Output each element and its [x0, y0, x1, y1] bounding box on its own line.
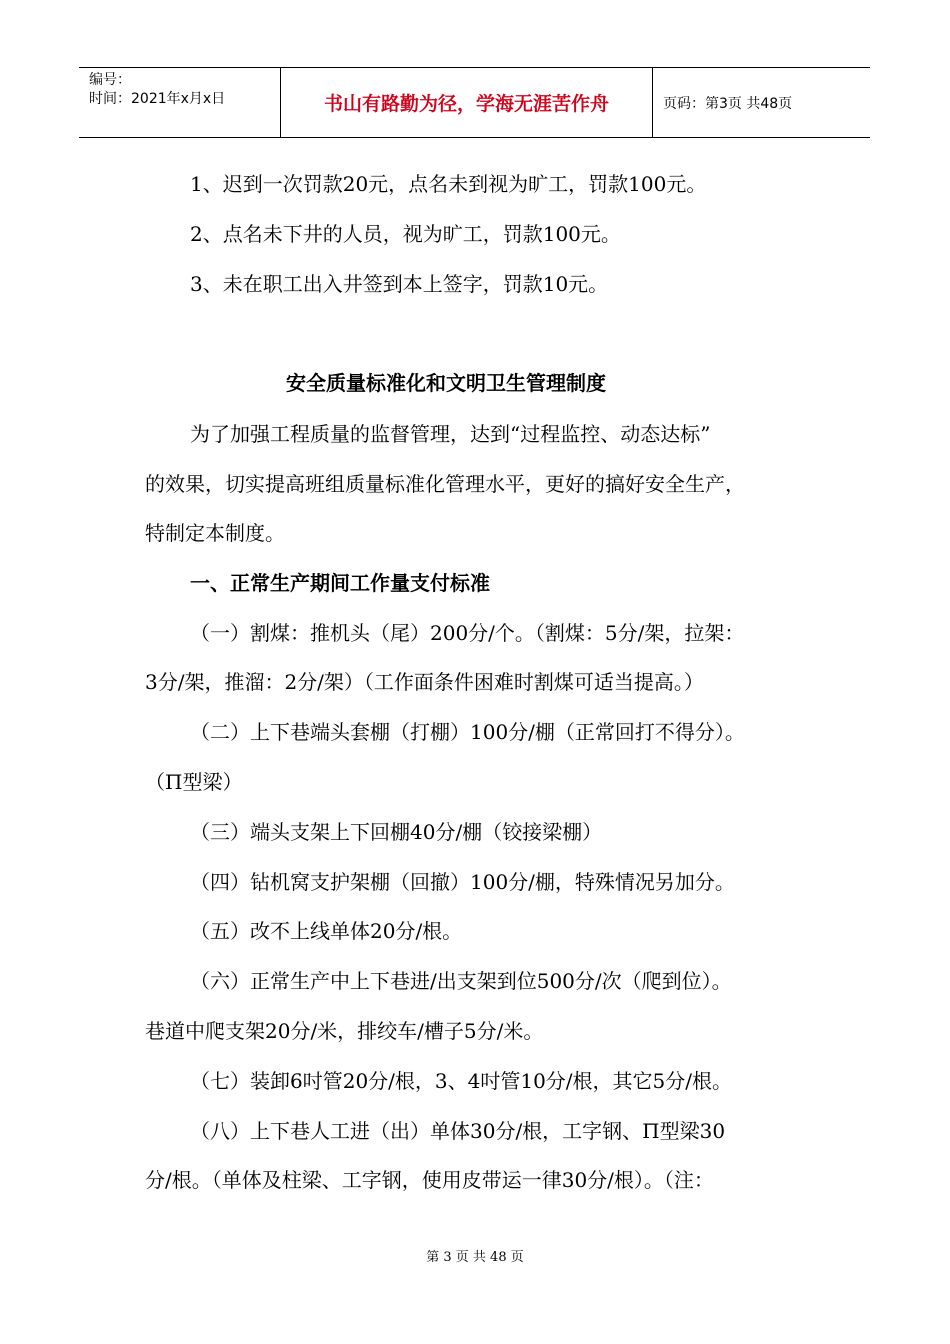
- intro-line: 特制定本制度。: [145, 521, 285, 545]
- rule-line: 3、未在职工出入井签到本上签字，罚款10元。: [190, 272, 609, 296]
- item-line: （三）端头支架上下回棚40分/棚（铰接梁棚）: [190, 820, 603, 844]
- item-line: （八）上下巷人工进（出）单体30分/根，工字钢、Π型梁30: [190, 1119, 726, 1143]
- item-line: （Π型梁）: [145, 770, 243, 794]
- subsection-title: 一、正常生产期间工作量支付标准: [190, 571, 490, 595]
- section-title: 安全质量标准化和文明卫生管理制度: [286, 371, 606, 395]
- item-line: （四）钻机窝支护架棚（回撤）100分/棚，特殊情况另加分。: [190, 870, 735, 894]
- rule-line: 1、迟到一次罚款20元，点名未到视为旷工，罚款100元。: [190, 172, 707, 196]
- header-motto: 书山有路勤为径，学海无涯苦作舟: [281, 68, 653, 137]
- page-footer: 第 3 页 共 48 页: [426, 1250, 524, 1265]
- page-header: [79, 67, 870, 138]
- item-line: 巷道中爬支架20分/米，排绞车/槽子5分/米。: [145, 1019, 544, 1043]
- item-line: 分/根。（单体及柱梁、工字钢，使用皮带运一律30分/根）。（注：: [145, 1168, 714, 1192]
- intro-line: 的效果，切实提高班组质量标准化管理水平，更好的搞好安全生产，: [145, 472, 745, 496]
- header-page-info: 页码：第3页 共48页: [663, 95, 793, 112]
- item-line: （七）装卸6吋管20分/根，3、4吋管10分/根，其它5分/根。: [190, 1069, 733, 1093]
- rule-line: 2、点名未下井的人员，视为旷工，罚款100元。: [190, 222, 621, 246]
- header-meta: [79, 68, 281, 137]
- item-line: 3分/架，推溜：2分/架）（工作面条件困难时割煤可适当提高。）: [145, 670, 704, 694]
- item-line: （六）正常生产中上下巷进/出支架到位500分/次（爬到位）。: [190, 969, 732, 993]
- document-number-label: 编号：: [89, 72, 131, 88]
- document-time-label: 时间：2021年x月x日: [89, 91, 226, 107]
- intro-line: 为了加强工程质量的监督管理，达到“过程监控、动态达标”: [190, 422, 711, 446]
- item-line: （二）上下巷端头套棚（打棚）100分/棚（正常回打不得分）。: [190, 720, 745, 744]
- item-line: （五）改不上线单体20分/根。: [190, 919, 463, 943]
- item-line: （一）割煤：推机头（尾）200分/个。（割煤：5分/架，拉架：: [190, 621, 745, 645]
